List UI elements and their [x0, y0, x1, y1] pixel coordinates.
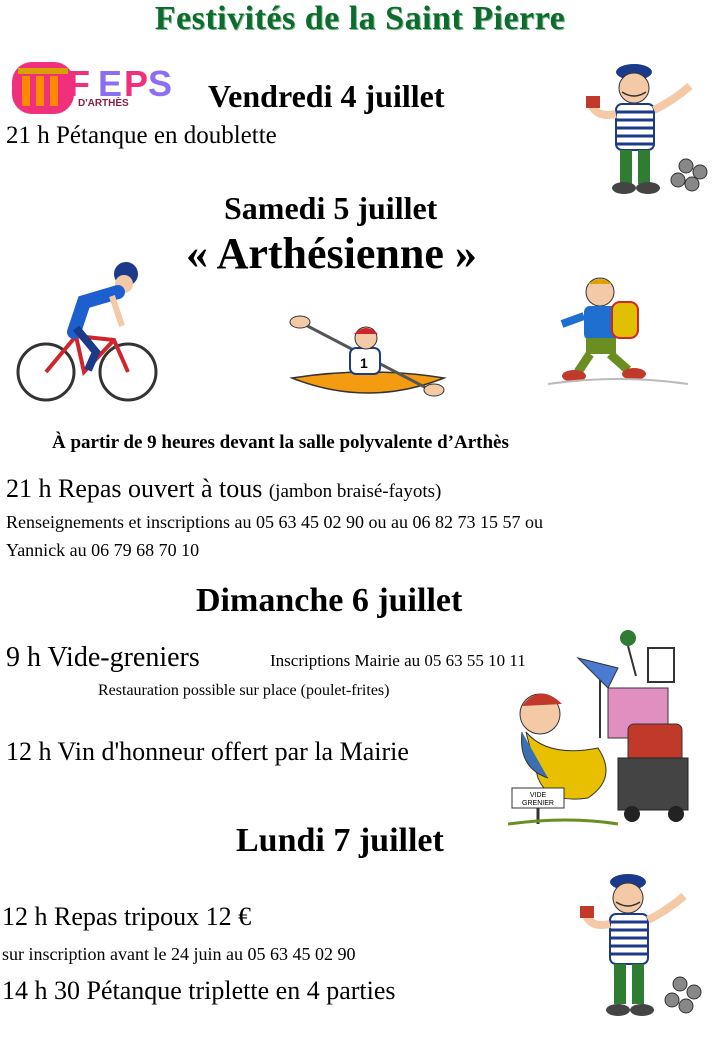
sunday-fair — [6, 642, 200, 674]
cyclist-illustration — [14, 262, 160, 412]
monday-petanque: 14 h 30 Pétanque triplette en 4 parties — [2, 976, 396, 1005]
page-title: Festivités de la Saint Pierre — [154, 0, 566, 37]
petanque-player-illustration — [582, 58, 716, 208]
svg-text:E: E — [98, 63, 123, 104]
svg-text:P: P — [124, 63, 149, 104]
svg-text:F: F — [68, 63, 90, 104]
sunday-wine: 12 h Vin d'honneur offert par la Mairie — [6, 737, 409, 766]
saturday-meeting: À partir de 9 heures devant la salle polyvalente d’Arthès — [52, 432, 509, 453]
saturday-info-line2: Yannick au 06 79 68 70 10 — [6, 540, 200, 560]
saturday-meal-detail: (jambon braisé-fayots) — [268, 481, 442, 502]
kayaker-illustration — [288, 308, 448, 408]
saturday-event-name: « Arthésienne » — [186, 229, 477, 278]
svg-text:S: S — [148, 63, 173, 104]
logo-graphic — [8, 58, 178, 120]
sunday-heading: Dimanche 6 juillet — [196, 582, 463, 619]
monday-meal: 12 h Repas tripoux 12 € — [2, 902, 252, 931]
saturday-meal — [6, 474, 441, 504]
logo-subtext: D'ARTHÈS — [78, 98, 129, 109]
flea-market-sign-text: VIDE GRENIER — [522, 792, 554, 807]
sunday-fair-food: Restauration possible sur place (poulet-frites) — [98, 682, 390, 699]
hiker-illustration — [548, 272, 688, 392]
monday-meal-registration: sur inscription avant le 24 juin au 05 63 45 02 90 — [2, 944, 356, 964]
svg-text:1: 1 — [360, 355, 368, 371]
friday-heading: Vendredi 4 juillet — [208, 78, 445, 114]
petanque-player-bottom-illustration — [576, 868, 710, 1032]
sunday-fair-registration: Inscriptions Mairie au 05 63 55 10 11 — [270, 651, 526, 670]
saturday-meal-main: 21 h Repas ouvert à tous — [6, 474, 263, 503]
feps-logo — [8, 58, 178, 120]
saturday-info-line1: Renseignements et inscriptions au 05 63 45 02 90 ou au 06 82 73 15 57 ou — [6, 512, 543, 532]
monday-heading: Lundi 7 juillet — [236, 822, 444, 859]
saturday-heading: Samedi 5 juillet — [224, 190, 438, 226]
friday-event: 21 h Pétanque en doublette — [6, 122, 277, 149]
sunday-fair-main: 9 h Vide-greniers — [6, 642, 200, 673]
